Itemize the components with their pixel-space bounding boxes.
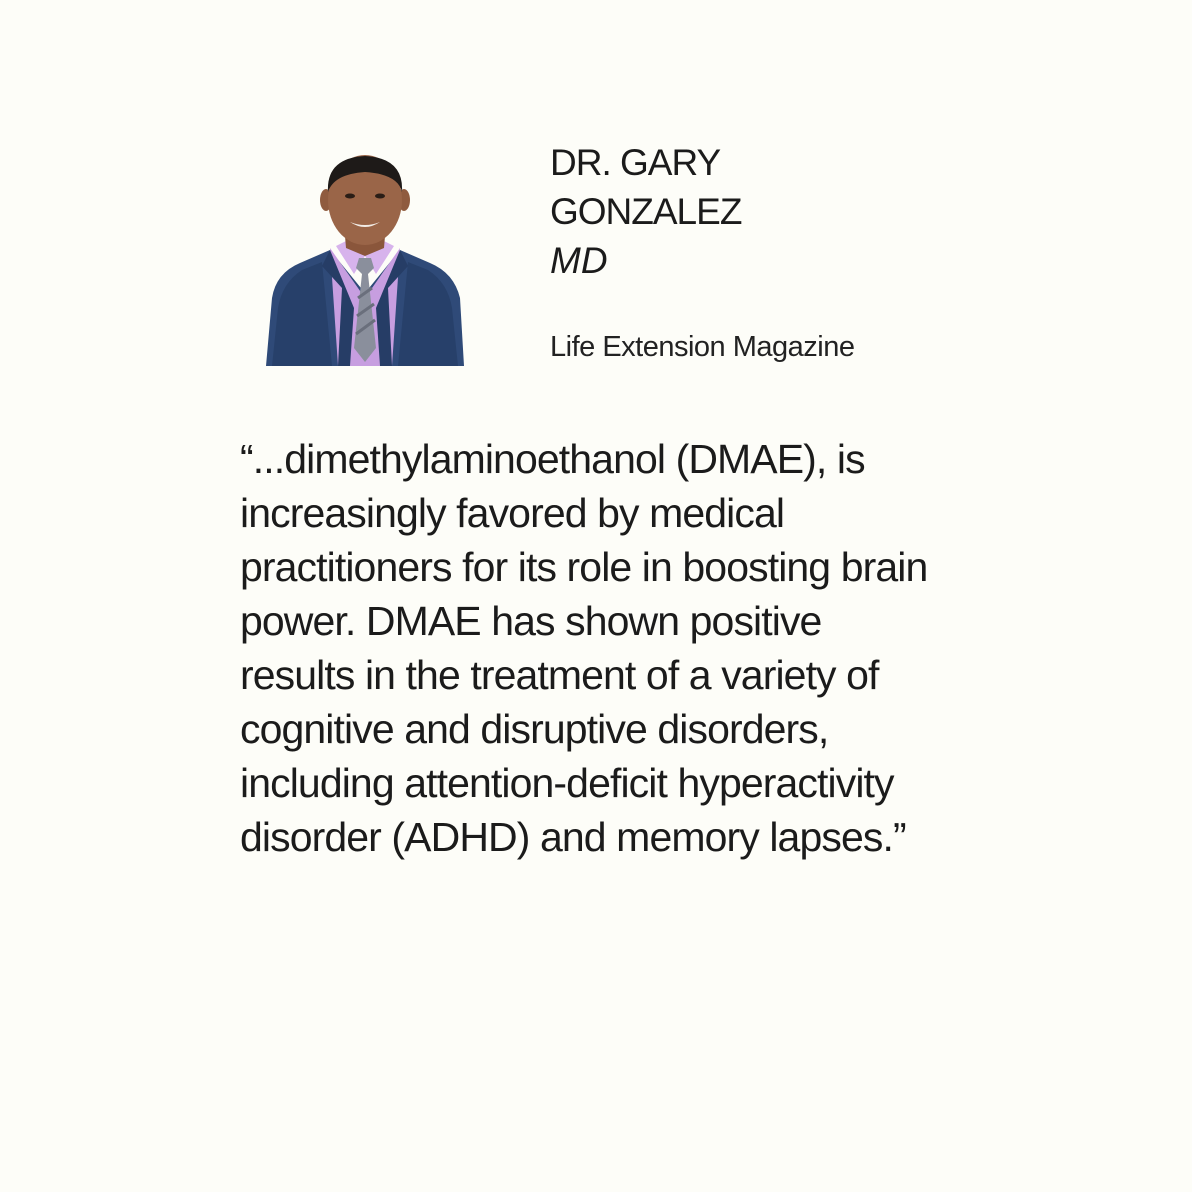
author-credential: MD <box>550 240 608 281</box>
author-name-line2: GONZALEZ <box>550 191 742 232</box>
author-portrait <box>262 148 468 366</box>
publication-name: Life Extension Magazine <box>550 331 855 363</box>
quote-text: “...dimethylaminoethanol (DMAE), is increasingly favored by medical practitioners for its role in boosting brain power. DMAE has shown positive results in the treatment of a variety of cognitive and disruptive disorders, including attention-deficit hyperactivity disorder (ADHD) and memory lapses.” <box>240 436 928 860</box>
author-photo <box>262 148 468 366</box>
author-name-line1: DR. GARY <box>550 142 721 183</box>
author-info <box>550 138 970 365</box>
